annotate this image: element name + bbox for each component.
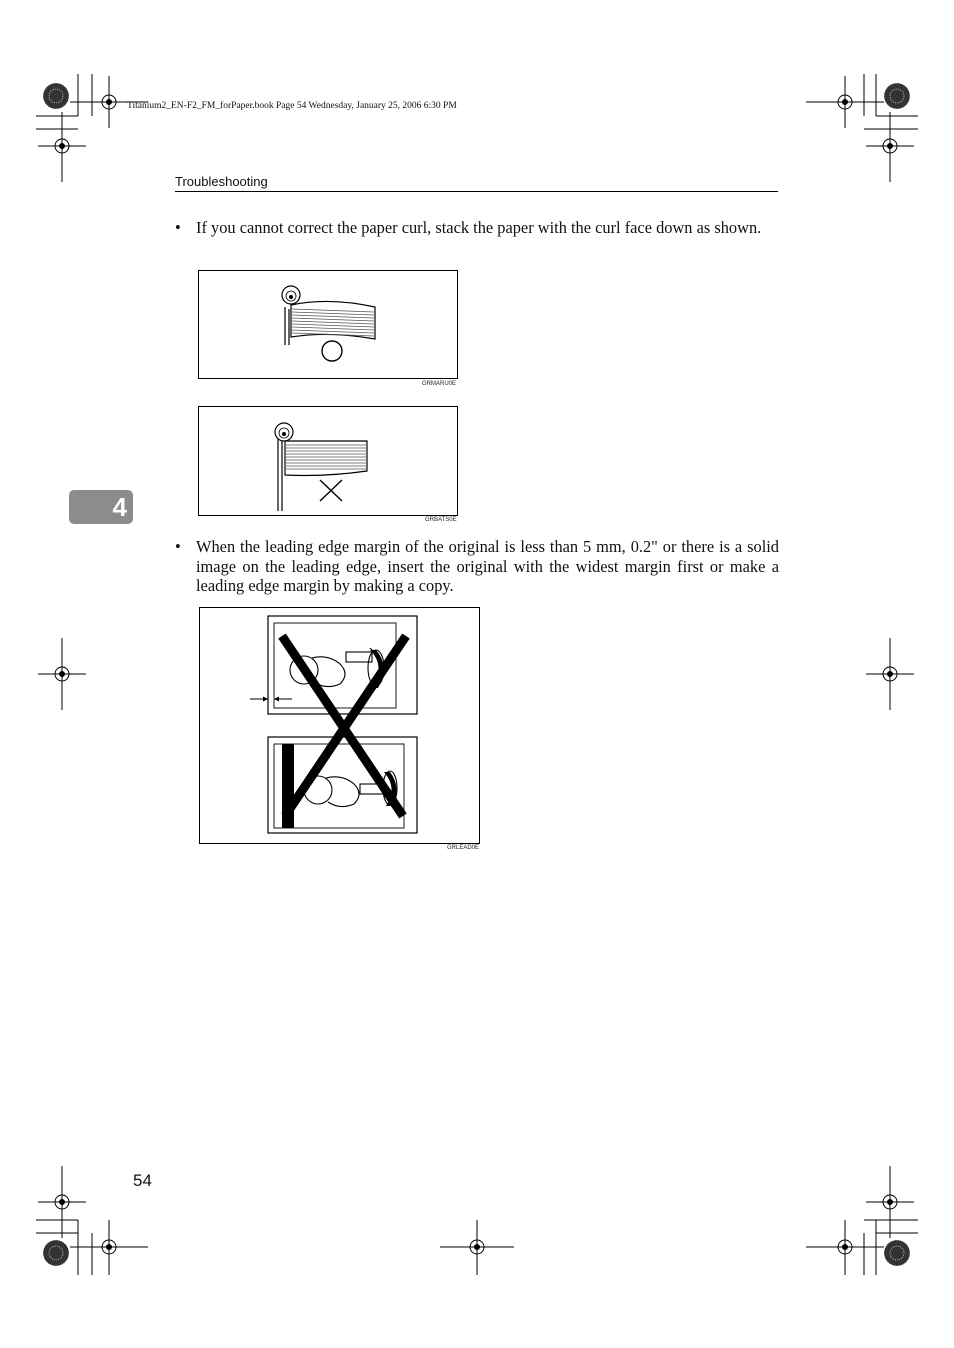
bullet-marker: •: [175, 537, 181, 556]
starburst-mark-icon: [43, 83, 910, 1266]
print-slug: Titanium2_EN-F2_FM_forPaper.book Page 54 Wednesday, January 25, 2006 6:30 PM: [127, 101, 457, 111]
bullet-marker: •: [175, 218, 181, 237]
figure-code: GRLEAD0E: [447, 845, 480, 851]
figure-code: GRMARU0E: [422, 381, 457, 387]
registration-mark-icon: [38, 76, 914, 1275]
bullet-text: When the leading edge margin of the original is less than 5 mm, 0.2" or there is a solid image on the leading edge, insert the original with the widest margin first or make a leading edge margin by making a copy.: [196, 537, 779, 595]
chapter-tab: 4: [69, 490, 133, 524]
page-number: 54: [133, 1171, 152, 1190]
figure-code: GRBATS0E: [425, 517, 457, 523]
running-header: Troubleshooting: [175, 174, 268, 189]
bullet-text: If you cannot correct the paper curl, stack the paper with the curl face down as shown.: [196, 218, 762, 237]
